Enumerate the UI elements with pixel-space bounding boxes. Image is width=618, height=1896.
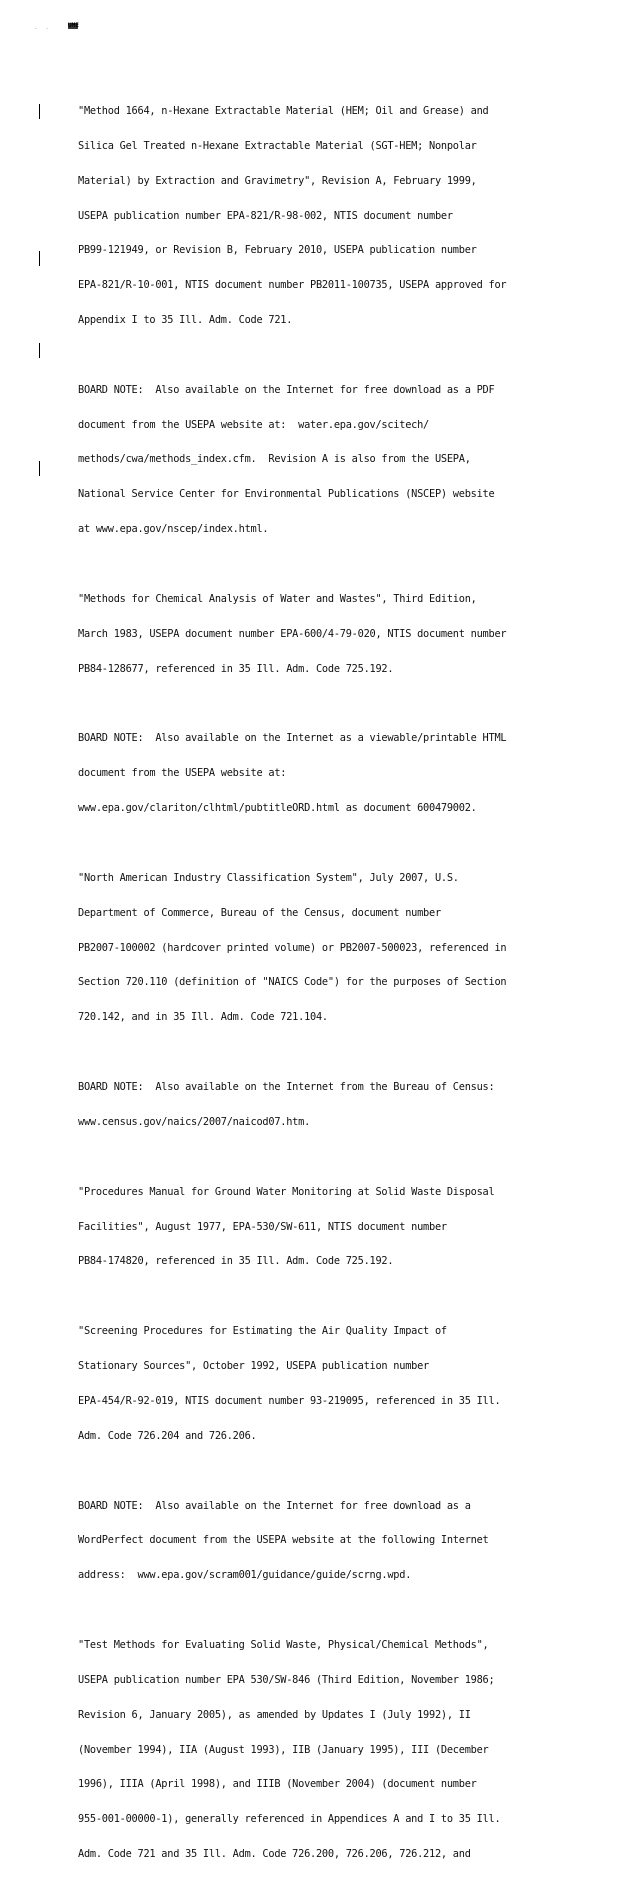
- text-line: methods/cwa/methods_index.cfm. Revision A is also from the USEPA,: [78, 453, 471, 466]
- text-line: www.census.gov/naics/2007/naicod07.htm.: [78, 1115, 311, 1128]
- text-line: Section 720.110 (definition of "NAICS Code") for the purposes of Section: [78, 976, 507, 989]
- text-line: EPA-454/R-92-019, NTIS document number 93-219095, referenced in 35 Ill.: [78, 1394, 501, 1407]
- paragraph-ground-water: [78, 1164, 588, 1292]
- document-body: [78, 83, 588, 1896]
- revision-bar: [39, 251, 40, 266]
- text-line: Department of Commerce, Bureau of the Census, document number: [78, 906, 441, 919]
- text-line: USEPA publication number EPA-821/R-98-002, NTIS document number: [78, 209, 453, 222]
- header-stamp: UME: [68, 22, 79, 29]
- paragraph-chemical-analysis: [78, 571, 588, 699]
- revision-bar: [39, 461, 40, 476]
- text-line: (November 1994), IIA (August 1993), IIB (January 1995), III (December: [78, 1743, 489, 1756]
- text-line: PB84-174820, referenced in 35 Ill. Adm. Code 725.192.: [78, 1255, 394, 1268]
- text-line: 720.142, and in 35 Ill. Adm. Code 721.104.: [78, 1011, 328, 1024]
- text-line: address: www.epa.gov/scram001/guidance/guide/scrng.wpd.: [78, 1569, 412, 1582]
- text-line: Revision 6, January 2005), as amended by Updates I (July 1992), II: [78, 1708, 471, 1721]
- paragraph-naics: [78, 850, 588, 1047]
- text-line: BOARD NOTE: Also available on the Internet from the Bureau of Census:: [78, 1081, 495, 1094]
- text-line: Facilities", August 1977, EPA-530/SW-611, NTIS document number: [78, 1220, 447, 1233]
- text-line: March 1983, USEPA document number EPA-600/4-79-020, NTIS document number: [78, 627, 507, 640]
- revision-bar: [39, 343, 40, 358]
- text-line: Stationary Sources", October 1992, USEPA publication number: [78, 1360, 430, 1373]
- header-marks: . .: [34, 24, 51, 31]
- text-line: Material) by Extraction and Gravimetry", Revision A, February 1999,: [78, 174, 477, 187]
- text-line: at www.epa.gov/nscep/index.html.: [78, 522, 269, 535]
- text-line: National Service Center for Environmental Publications (NSCEP) website: [78, 488, 495, 501]
- text-line: PB2007-100002 (hardcover printed volume) or PB2007-500023, referenced in: [78, 941, 507, 954]
- text-line: "Procedures Manual for Ground Water Monitoring at Solid Waste Disposal: [78, 1185, 495, 1198]
- text-line: Silica Gel Treated n-Hexane Extractable Material (SGT-HEM; Nonpolar: [78, 139, 477, 152]
- text-line: Adm. Code 726.204 and 726.206.: [78, 1429, 257, 1442]
- board-note-method-1664: [78, 362, 588, 559]
- text-line: PB99-121949, or Revision B, February 2010, USEPA publication number: [78, 244, 477, 257]
- text-line: BOARD NOTE: Also available on the Internet for free download as a: [78, 1499, 471, 1512]
- text-line: "North American Industry Classification System", July 2007, U.S.: [78, 872, 459, 884]
- board-note-naics: [78, 1059, 588, 1152]
- text-line: "Method 1664, n-Hexane Extractable Material (HEM; Oil and Grease) and: [78, 105, 489, 118]
- text-line: "Methods for Chemical Analysis of Water and Wastes", Third Edition,: [78, 592, 477, 605]
- text-line: "Screening Procedures for Estimating the Air Quality Impact of: [78, 1325, 447, 1338]
- text-line: 1996), IIIA (April 1998), and IIIB (November 2004) (document number: [78, 1778, 477, 1791]
- text-line: USEPA publication number EPA 530/SW-846 (Third Edition, November 1986;: [78, 1674, 495, 1686]
- board-note-chemical-analysis: [78, 710, 588, 838]
- text-line: document from the USEPA website at:: [78, 767, 287, 780]
- paragraph-test-methods: [78, 1617, 588, 1884]
- paragraph-method-1664: [78, 83, 588, 350]
- paragraph-screening-procedures: [78, 1303, 588, 1465]
- text-line: document from the USEPA website at: water.epa.gov/scitech/: [78, 418, 430, 431]
- text-line: Appendix I to 35 Ill. Adm. Code 721.: [78, 313, 293, 326]
- text-line: "Test Methods for Evaluating Solid Waste, Physical/Chemical Methods",: [78, 1639, 489, 1652]
- text-line: 955-001-00000-1), generally referenced in Appendices A and I to 35 Ill.: [78, 1813, 501, 1826]
- text-line: WordPerfect document from the USEPA website at the following Internet: [78, 1534, 489, 1547]
- text-line: www.epa.gov/clariton/clhtml/pubtitleORD.html as document 600479002.: [78, 802, 477, 815]
- text-line: PB84-128677, referenced in 35 Ill. Adm. Code 725.192.: [78, 662, 394, 675]
- text-line: BOARD NOTE: Also available on the Internet as a viewable/printable HTML: [78, 732, 507, 745]
- board-note-screening: [78, 1478, 588, 1606]
- text-line: Adm. Code 721 and 35 Ill. Adm. Code 726.200, 726.206, 726.212, and: [78, 1847, 471, 1860]
- revision-bar: [39, 104, 40, 119]
- text-line: BOARD NOTE: Also available on the Internet for free download as a PDF: [78, 383, 495, 396]
- text-line: EPA-821/R-10-001, NTIS document number PB2011-100735, USEPA approved for: [78, 279, 507, 292]
